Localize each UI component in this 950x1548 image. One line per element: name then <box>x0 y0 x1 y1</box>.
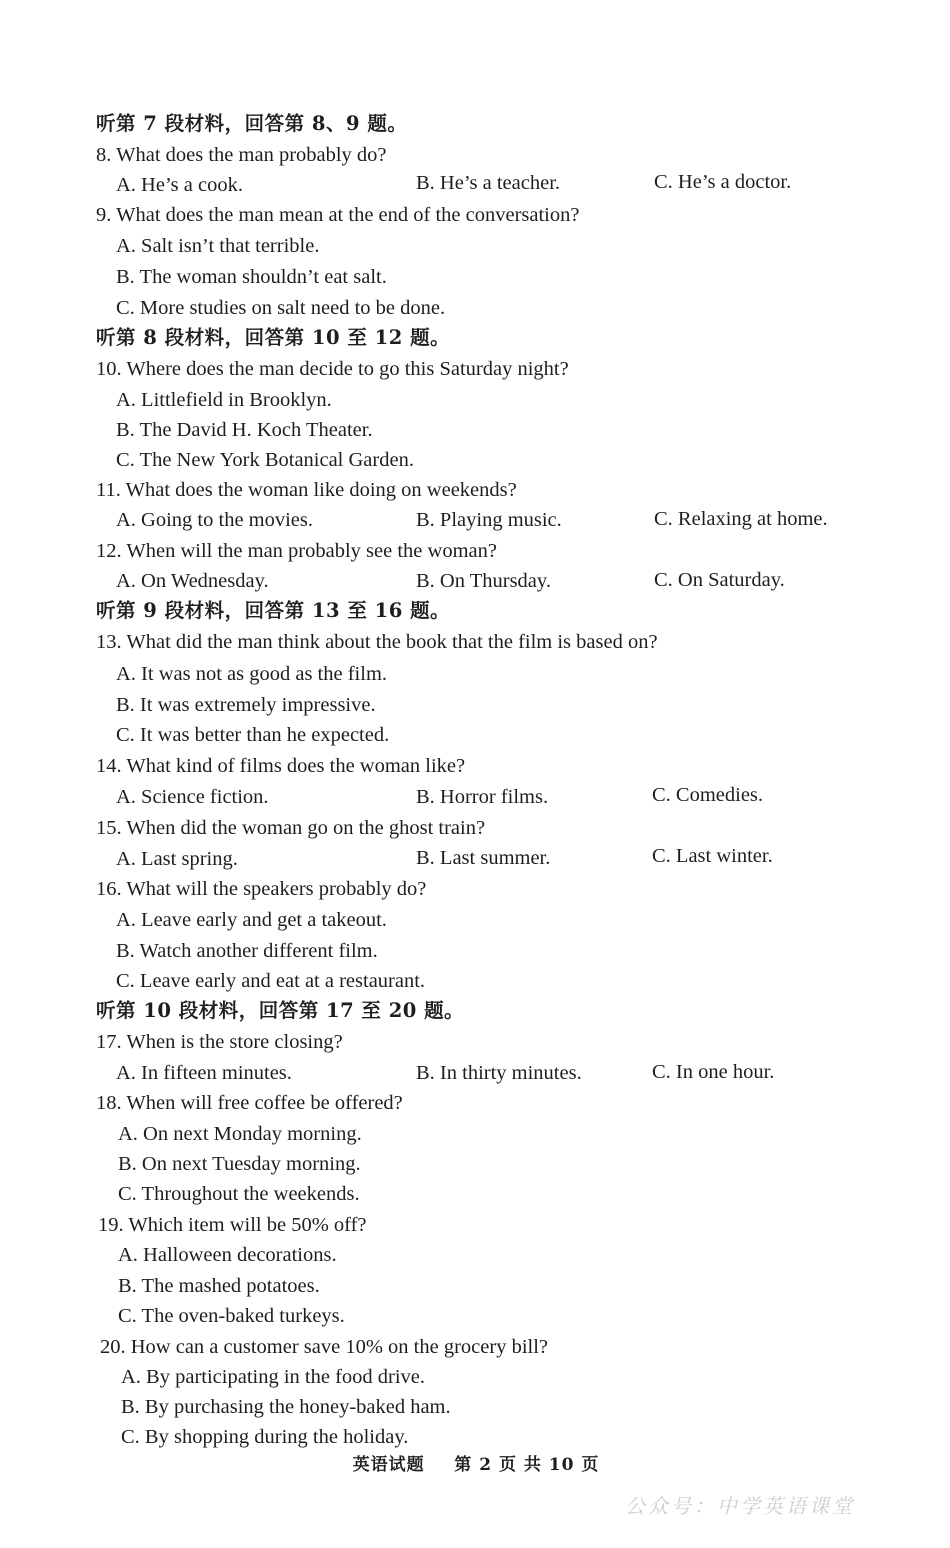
option-b: B. Playing music. <box>416 509 562 531</box>
option-a: A. Science fiction. <box>116 786 269 808</box>
watermark: 公众号：中学英语课堂 <box>625 1494 855 1518</box>
option-b: B. Watch another different film. <box>116 940 378 962</box>
option-c: C. On Saturday. <box>654 569 785 591</box>
option-b: B. On next Tuesday morning. <box>118 1153 361 1175</box>
question-stem: 9. What does the man mean at the end of the conversation? <box>96 204 580 226</box>
option-a: A. He’s a cook. <box>116 174 243 196</box>
option-a: A. On next Monday morning. <box>118 1123 362 1145</box>
option-b: B. He’s a teacher. <box>416 172 561 194</box>
question-stem: 16. What will the speakers probably do? <box>96 878 427 900</box>
option-c: C. In one hour. <box>652 1061 775 1083</box>
section-heading: 听第 9 段材料，回答第 13 至 16 题。 <box>96 599 451 622</box>
question-stem: 18. When will free coffee be offered? <box>96 1092 403 1114</box>
option-c: C. Leave early and eat at a restaurant. <box>116 970 426 992</box>
option-c: C. Throughout the weekends. <box>118 1183 360 1205</box>
question-stem: 10. Where does the man decide to go this Saturday night? <box>96 358 569 380</box>
option-b: B. In thirty minutes. <box>416 1062 582 1084</box>
option-a: A. Littlefield in Brooklyn. <box>116 389 332 411</box>
section-heading: 听第 8 段材料，回答第 10 至 12 题。 <box>96 326 451 349</box>
option-b: B. The David H. Koch Theater. <box>116 419 373 441</box>
option-b: B. It was extremely impressive. <box>116 694 376 716</box>
option-b: B. By purchasing the honey-baked ham. <box>121 1396 451 1418</box>
option-c: C. Last winter. <box>652 845 773 867</box>
option-a: A. Salt isn’t that terrible. <box>116 235 320 257</box>
option-b: B. Last summer. <box>416 847 551 869</box>
question-stem: 8. What does the man probably do? <box>96 144 387 166</box>
page-footer <box>0 1450 950 1475</box>
option-c: C. The New York Botanical Garden. <box>116 449 414 471</box>
option-a: A. By participating in the food drive. <box>121 1366 426 1388</box>
option-a: A. It was not as good as the film. <box>116 663 388 685</box>
option-b: B. On Thursday. <box>416 570 551 592</box>
option-b: B. Horror films. <box>416 786 549 808</box>
question-stem: 12. When will the man probably see the woman? <box>96 540 497 562</box>
option-c: C. He’s a doctor. <box>654 171 792 193</box>
question-stem: 14. What kind of films does the woman like? <box>96 755 466 777</box>
option-c: C. By shopping during the holiday. <box>121 1426 409 1448</box>
option-c: C. The oven-baked turkeys. <box>118 1305 345 1327</box>
option-c: C. Comedies. <box>652 784 764 806</box>
section-heading: 听第 10 段材料，回答第 17 至 20 题。 <box>96 999 465 1022</box>
footer-subject: 英语试题 <box>352 1455 425 1475</box>
option-b: B. The woman shouldn’t eat salt. <box>116 266 387 288</box>
question-stem: 20. How can a customer save 10% on the grocery bill? <box>100 1336 549 1358</box>
option-c: C. More studies on salt need to be done. <box>116 297 446 319</box>
option-b: B. The mashed potatoes. <box>118 1275 320 1297</box>
option-a: A. Last spring. <box>116 848 238 870</box>
option-c: C. It was better than he expected. <box>116 724 390 746</box>
option-a: A. In fifteen minutes. <box>116 1062 292 1084</box>
option-c: C. Relaxing at home. <box>654 508 828 530</box>
question-stem: 13. What did the man think about the book that the film is based on? <box>96 631 658 653</box>
option-a: A. Going to the movies. <box>116 509 314 531</box>
section-heading: 听第 7 段材料，回答第 8、9 题。 <box>96 112 408 135</box>
question-stem: 15. When did the woman go on the ghost train? <box>96 817 486 839</box>
question-stem: 19. Which item will be 50% off? <box>98 1214 367 1236</box>
footer-page-info: 第 2 页 共 10 页 <box>454 1455 600 1475</box>
question-stem: 17. When is the store closing? <box>96 1031 343 1053</box>
option-a: A. On Wednesday. <box>116 570 269 592</box>
option-a: A. Leave early and get a takeout. <box>116 909 387 931</box>
option-a: A. Halloween decorations. <box>118 1244 337 1266</box>
question-stem: 11. What does the woman like doing on weekends? <box>96 479 517 501</box>
